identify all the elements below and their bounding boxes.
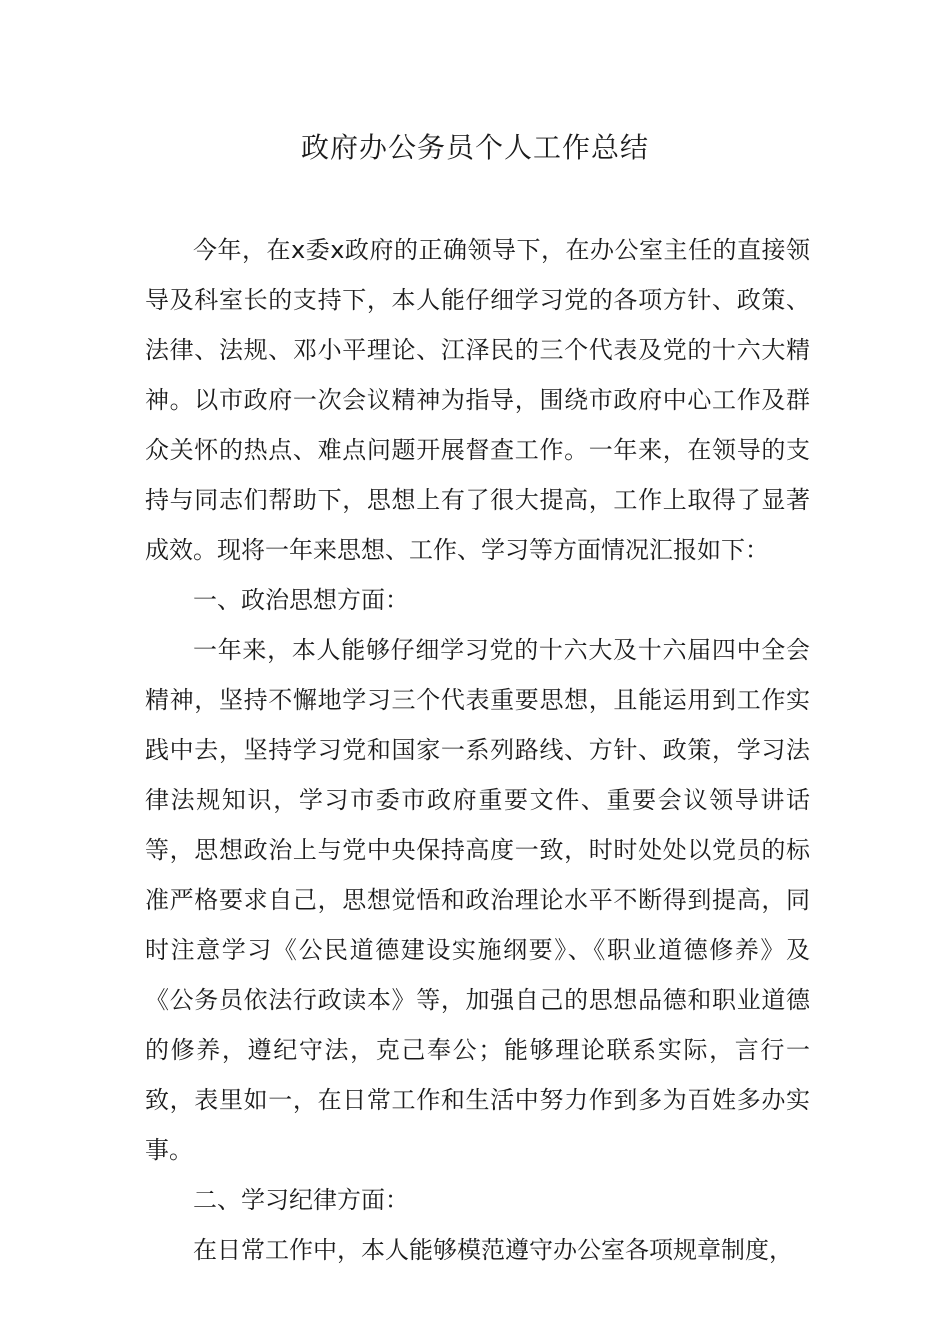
paragraph-discipline: 在日常工作中，本人能够模范遵守办公室各项规章制度， xyxy=(193,1236,793,1264)
section-heading-political: 一、政治思想方面： xyxy=(193,586,409,614)
paragraph-political: 一年来，本人能够仔细学习党的十六大及十六届四中全会精神，坚持不懈地学习三个代表重要思想，且能运用到工作实践中去，坚持学习党和国家一系列路线、方针、政策，学习法律法规知识，学习市委市政府重要文件、重要会议领导讲话等，思想政治上与党中央保持高度一致，时时处处以党员的标准严格要求自己，思想觉悟和政治理论水平不断得到提高，同时注意学习《公民道德建设实施纲要》、《职业道德修养》及《公务员依法行政读本》等，加强自己的思想品德和职业道德的修养，遵纪守法，克己奉公；能够理论联系实际，言行一致，表里如一，在日常工作和生活中努力作到多为百姓多办实事。 xyxy=(145,636,810,1164)
section-heading-discipline: 二、学习纪律方面： xyxy=(193,1186,409,1214)
paragraph-intro: 今年，在x委x政府的正确领导下，在办公室主任的直接领导及科室长的支持下，本人能仔细学习党的各项方针、政策、法律、法规、邓小平理论、江泽民的三个代表及党的十六大精神。以市政府一次会议精神为指导，围绕市政府中心工作及群众关怀的热点、难点问题开展督查工作。一年来，在领导的支持与同志们帮助下，思想上有了很大提高，工作上取得了显著成效。现将一年来思想、工作、学习等方面情况汇报如下： xyxy=(145,236,810,564)
document-title: 政府办公务员个人工作总结 xyxy=(300,131,649,164)
document-body xyxy=(145,225,810,1275)
